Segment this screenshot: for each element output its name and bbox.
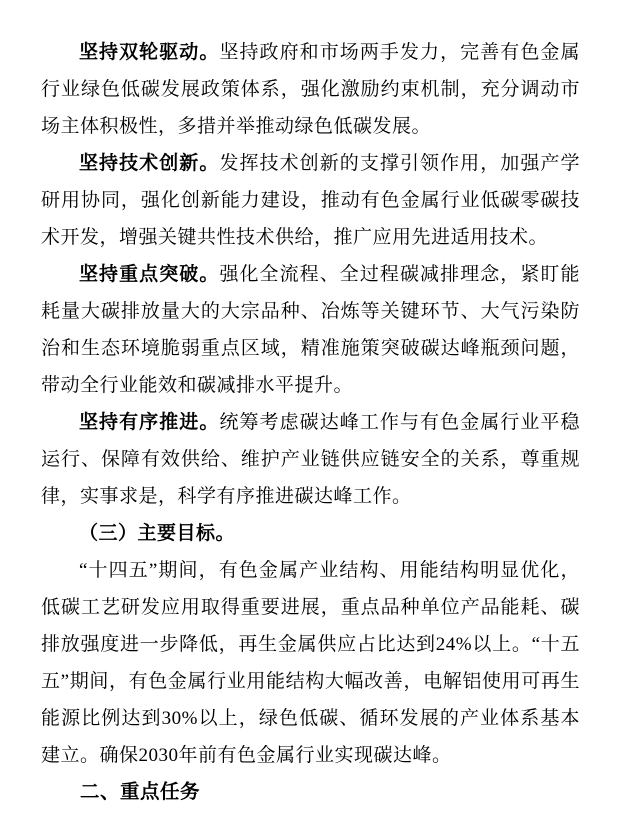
paragraph-lead-key-breakthrough: 坚持重点突破。 — [79, 264, 220, 285]
paragraph-goals: “十四五”期间，有色金属产业结构、用能结构明显优化，低碳工艺研发应用取得重要进展，重点品种单位产品能耗、碳排放强度进一步降低，再生金属供应占比达到24%以上。“十五五”期间，有色金属行业用能结构大幅改善，电解铝使用可再生能源比例达到30%以上，绿色低碳、循环发展的产业体系基本建立。确保2030年前有色金属行业实现碳达峰。 — [41, 560, 580, 766]
paragraph-lead-tech-innovation: 坚持技术创新。 — [79, 153, 220, 174]
paragraph-body-orderly-advance: 统筹考虑碳达峰工作与有色金属行业平稳运行、保障有效供给、维护产业链供应链安全的关系，尊重规律，实事求是，科学有序推进碳达峰工作。 — [41, 412, 580, 507]
section-heading-main-goals: （三）主要目标。 — [79, 523, 236, 544]
paragraph-tech-innovation — [41, 145, 580, 256]
paragraph-body-key-breakthrough: 强化全流程、全过程碳减排理念，紧盯能耗量大碳排放量大的大宗品种、冶炼等关键环节、大气污染防治和生态环境脆弱重点区域，精准施策突破碳达峰瓶颈问题，带动全行业能效和碳减排水平提升。 — [41, 264, 580, 396]
paragraph-body-tech-innovation: 发挥技术创新的支撑引领作用，加强产学研用协同，强化创新能力建设，推动有色金属行业低碳零碳技术开发，增强关键共性技术供给，推广应用先进适用技术。 — [41, 153, 580, 248]
paragraph-orderly-advance — [41, 404, 580, 515]
chapter-heading-key-tasks: 二、重点任务 — [80, 781, 201, 803]
paragraph-body-dual-drive: 坚持政府和市场两手发力，完善有色金属行业绿色低碳发展政策体系，强化激励约束机制，充分调动市场主体积极性，多措并举推动绿色低碳发展。 — [41, 42, 580, 137]
paragraph-lead-orderly-advance: 坚持有序推进。 — [79, 412, 220, 433]
paragraph-key-breakthrough — [41, 256, 580, 404]
paragraph-dual-drive — [41, 34, 580, 145]
paragraph-lead-dual-drive: 坚持双轮驱动。 — [79, 42, 220, 63]
